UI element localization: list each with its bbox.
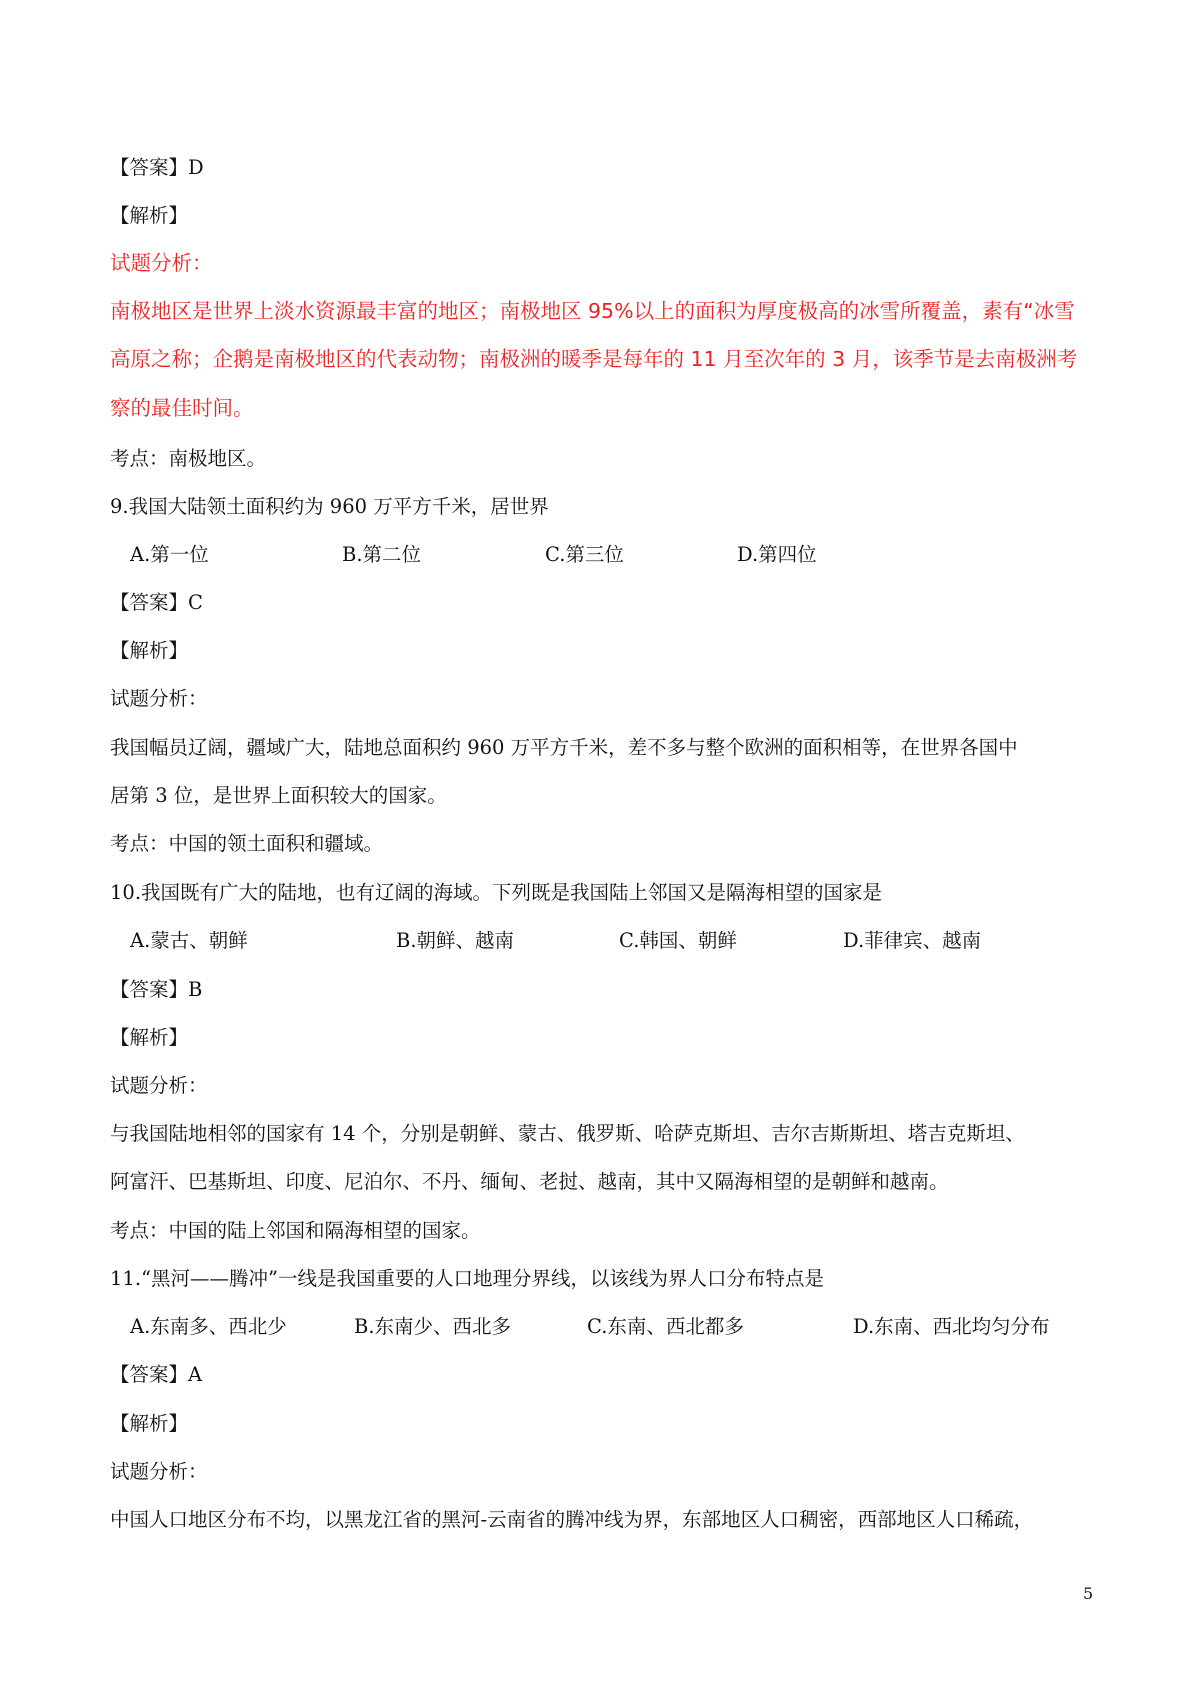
q10-analysis-title: 试题分析： <box>110 1074 208 1097</box>
q9-analysis-line-2: 居第 3 位，是世界上面积较大的国家。 <box>110 784 447 807</box>
q10-option-a: A.蒙古、朝鲜 <box>130 929 248 952</box>
q11-option-a: A.东南多、西北少 <box>130 1315 287 1338</box>
q11-option-d: D.东南、西北均匀分布 <box>853 1315 1050 1338</box>
q9-option-c: C.第三位 <box>545 543 624 566</box>
q10-analysis-label: 【解析】 <box>110 1026 189 1049</box>
q10-question: 10.我国既有广大的陆地，也有辽阔的海域。下列既是我国陆上邻国又是隔海相望的国家是 <box>110 881 883 904</box>
q8-analysis-line-2: 高原之称；企鹅是南极地区的代表动物；南极洲的暖季是每年的 11 月至次年的 3 月，该季节是去南极洲考 <box>110 347 1078 371</box>
q10-point: 考点：中国的陆上邻国和隔海相望的国家。 <box>110 1219 481 1242</box>
q11-option-b: B.东南少、西北多 <box>354 1315 512 1338</box>
q8-answer: 【答案】D <box>110 156 204 179</box>
q11-option-c: C.东南、西北都多 <box>587 1315 744 1338</box>
q8-analysis-title: 试题分析： <box>110 251 213 275</box>
q11-analysis-title: 试题分析： <box>110 1460 208 1483</box>
q8-point: 考点：南极地区。 <box>110 447 267 470</box>
page-number: 5 <box>1083 1584 1094 1603</box>
q8-analysis-line-3: 察的最佳时间。 <box>110 396 254 420</box>
q10-option-d: D.菲律宾、越南 <box>843 929 982 952</box>
q10-option-c: C.韩国、朝鲜 <box>619 929 737 952</box>
q11-analysis-line-1: 中国人口地区分布不均，以黑龙江省的黑河-云南省的腾冲线为界，东部地区人口稠密，西部地区人口稀疏， <box>110 1508 1034 1531</box>
q10-option-b: B.朝鲜、越南 <box>396 929 515 952</box>
q10-answer: 【答案】B <box>110 978 203 1001</box>
q8-analysis-label: 【解析】 <box>110 204 189 227</box>
q11-question: 11.“黑河——腾冲”一线是我国重要的人口地理分界线，以该线为界人口分布特点是 <box>110 1267 824 1290</box>
q9-question: 9.我国大陆领土面积约为 960 万平方千米，居世界 <box>110 495 549 518</box>
q9-point: 考点：中国的领土面积和疆域。 <box>110 832 384 855</box>
q9-option-d: D.第四位 <box>737 543 817 566</box>
q9-analysis-label: 【解析】 <box>110 639 189 662</box>
q11-answer: 【答案】A <box>110 1363 203 1386</box>
q9-option-a: A.第一位 <box>130 543 209 566</box>
q10-analysis-line-1: 与我国陆地相邻的国家有 14 个，分别是朝鲜、蒙古、俄罗斯、哈萨克斯坦、吉尔吉斯斯坦、塔吉克斯坦、 <box>110 1122 1025 1145</box>
q8-analysis-line-1: 南极地区是世界上淡水资源最丰富的地区；南极地区 95%以上的面积为厚度极高的冰雪所覆盖，素有“冰雪 <box>110 299 1075 323</box>
q11-analysis-label: 【解析】 <box>110 1412 189 1435</box>
q10-analysis-line-2: 阿富汗、巴基斯坦、印度、尼泊尔、不丹、缅甸、老挝、越南，其中又隔海相望的是朝鲜和越南。 <box>110 1170 949 1193</box>
q9-option-b: B.第二位 <box>342 543 422 566</box>
q9-answer: 【答案】C <box>110 591 203 614</box>
q9-analysis-line-1: 我国幅员辽阔，疆域广大，陆地总面积约 960 万平方千米，差不多与整个欧洲的面积相等，在世界各国中 <box>110 736 1018 759</box>
q9-analysis-title: 试题分析： <box>110 687 208 710</box>
